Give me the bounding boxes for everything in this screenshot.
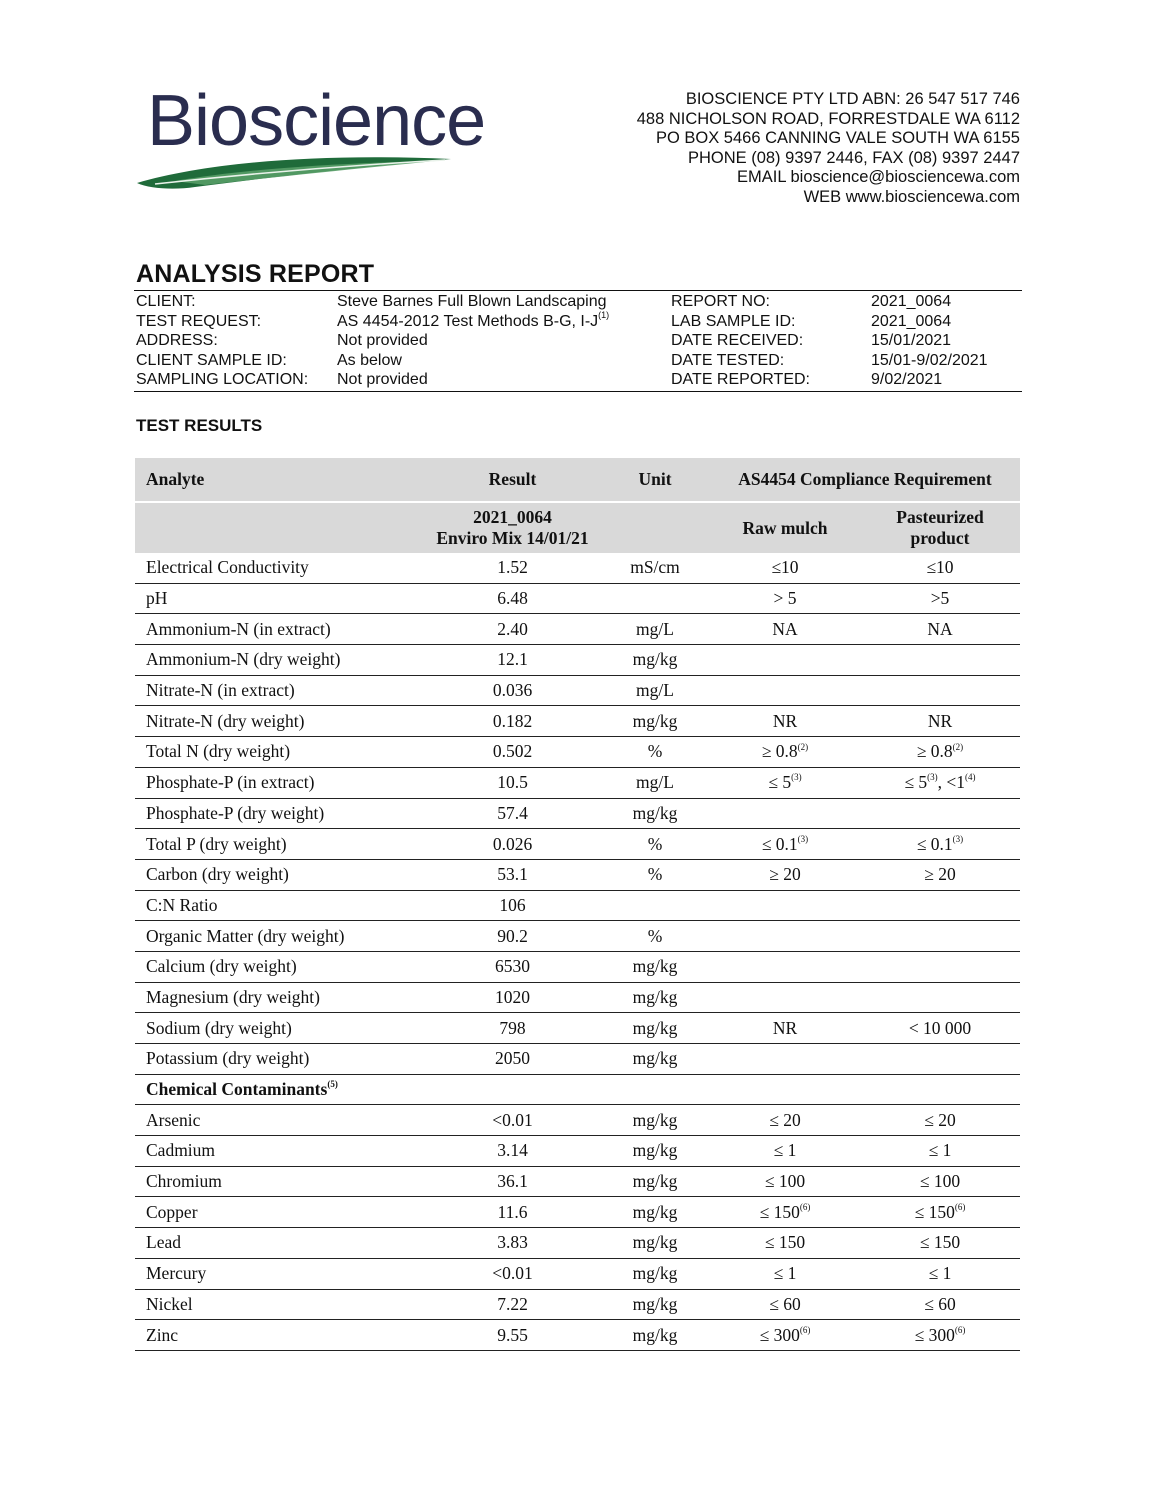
unit-cell: mg/kg (600, 1320, 710, 1351)
pasteurized-cell-value: ≥ 20 (924, 864, 956, 885)
info-value: 9/02/2021 (871, 371, 943, 389)
analyte-cell: Magnesium (dry weight) (135, 982, 425, 1013)
unit-cell: mg/L (600, 614, 710, 645)
analyte-cell: Total N (dry weight) (135, 737, 425, 768)
raw-mulch-cell-value: ≤ 150 (764, 1232, 806, 1253)
pasteurized-cell (860, 982, 1020, 1013)
result-cell: 0.026 (425, 829, 600, 860)
result-cell: 53.1 (425, 859, 600, 890)
contaminants-label: Chemical Contaminants (146, 1079, 328, 1100)
leaf-swoosh-icon (135, 145, 455, 195)
analyte-cell: Copper (135, 1197, 425, 1228)
raw-mulch-cell-value: ≤ 1 (773, 1263, 797, 1284)
raw-mulch-cell (710, 614, 860, 645)
table-header-row (135, 458, 1020, 502)
info-value: 15/01/2021 (871, 332, 952, 350)
result-cell: 10.5 (425, 767, 600, 798)
pasteurized-cell-value: ≤ 5 (904, 772, 928, 793)
info-label: REPORT NO: (671, 293, 770, 310)
raw-mulch-cell-value: NA (772, 618, 798, 639)
footnote-ref: (3) (927, 772, 938, 783)
pasteurized-cell (860, 1289, 1020, 1320)
raw-mulch-cell-value: ≤10 (771, 557, 799, 578)
info-value (337, 312, 671, 332)
company-abn-line: BIOSCIENCE PTY LTD ABN: 26 547 517 746 (685, 90, 1020, 108)
analyte-cell: Phosphate-P (dry weight) (135, 798, 425, 829)
analyte-cell: Sodium (dry weight) (135, 1013, 425, 1044)
table-row (135, 1105, 1020, 1136)
footnote-ref: (1) (598, 310, 610, 321)
analyte-cell: Nickel (135, 1289, 425, 1320)
subheader-unit-empty (600, 502, 710, 553)
unit-cell: mg/kg (600, 1136, 710, 1167)
table-row (135, 645, 1020, 676)
footnote-ref: (5) (327, 1079, 338, 1090)
result-cell: 1.52 (425, 553, 600, 583)
raw-mulch-cell (710, 767, 860, 798)
table-row (135, 614, 1020, 645)
raw-mulch-cell (710, 1228, 860, 1259)
info-label: LAB SAMPLE ID: (671, 312, 796, 330)
pasteurized-cell-value: ≤ 1 (928, 1140, 952, 1161)
table-row (135, 921, 1020, 952)
analyte-cell: Chromium (135, 1166, 425, 1197)
table-row (135, 706, 1020, 737)
info-row (136, 292, 1022, 312)
table-subheader-row (135, 502, 1020, 553)
pasteurized-cell (860, 951, 1020, 982)
raw-mulch-cell-value: ≤ 100 (764, 1171, 806, 1192)
pasteurized-cell (860, 1197, 1020, 1228)
result-cell: 0.502 (425, 737, 600, 768)
info-row (136, 370, 1022, 390)
pasteurized-cell (860, 829, 1020, 860)
table-row (135, 1228, 1020, 1259)
raw-mulch-cell (710, 1105, 860, 1136)
info-value-text: Steve Barnes Full Blown Landscaping (337, 293, 607, 310)
info-label: DATE TESTED: (671, 351, 785, 369)
raw-mulch-cell-value: > 5 (773, 588, 797, 609)
table-row (135, 767, 1020, 798)
footnote-ref: (2) (797, 741, 809, 752)
raw-mulch-cell (710, 982, 860, 1013)
header-result: Result (425, 458, 600, 502)
info-value: 2021_0064 (871, 312, 952, 330)
raw-mulch-cell (710, 890, 860, 921)
header-bottom-rule (134, 391, 1022, 392)
result-cell: 0.036 (425, 675, 600, 706)
unit-cell (600, 583, 710, 614)
result-cell: <0.01 (425, 1258, 600, 1289)
unit-cell: mS/cm (600, 553, 710, 583)
unit-cell: mg/kg (600, 1044, 710, 1075)
company-web-line: WEB www.biosciencewa.com (803, 187, 1020, 206)
result-cell: 3.14 (425, 1136, 600, 1167)
raw-mulch-cell (710, 1136, 860, 1167)
raw-mulch-cell (710, 859, 860, 890)
result-cell: 12.1 (425, 645, 600, 676)
pasteurized-cell-value: ≤ 150 (914, 1201, 955, 1222)
pasteurized-cell-value: ≤ 100 (919, 1171, 961, 1192)
table-row (135, 951, 1020, 982)
result-cell: 6.48 (425, 583, 600, 614)
result-cell: 36.1 (425, 1166, 600, 1197)
report-info-grid (136, 292, 1022, 390)
table-row (135, 890, 1020, 921)
analyte-cell: Zinc (135, 1320, 425, 1351)
info-label: ADDRESS: (136, 332, 218, 350)
unit-cell: % (600, 737, 710, 768)
analyte-cell: C:N Ratio (135, 890, 425, 921)
raw-mulch-cell-value: ≤ 5 (768, 772, 792, 793)
header-compliance: AS4454 Compliance Requirement (710, 458, 1020, 502)
pasteurized-cell-value: ≤ 150 (919, 1232, 961, 1253)
footnote-ref: (2) (952, 741, 964, 752)
unit-cell: mg/kg (600, 1105, 710, 1136)
info-value (337, 331, 671, 351)
result-cell: 2.40 (425, 614, 600, 645)
raw-mulch-cell (710, 1258, 860, 1289)
pasteurized-cell-value: ≤ 1 (928, 1263, 952, 1284)
table-row (135, 1289, 1020, 1320)
raw-mulch-cell (710, 706, 860, 737)
results-body (135, 553, 1020, 1350)
unit-cell: mg/kg (600, 1166, 710, 1197)
info-row (136, 312, 1022, 332)
raw-mulch-cell (710, 921, 860, 952)
unit-cell: mg/kg (600, 1228, 710, 1259)
test-results-heading: TEST RESULTS (136, 416, 263, 435)
unit-cell (600, 890, 710, 921)
result-cell: 57.4 (425, 798, 600, 829)
table-row (135, 737, 1020, 768)
raw-mulch-cell (710, 951, 860, 982)
pasteurized-line-2: product (910, 528, 970, 548)
pasteurized-cell (860, 645, 1020, 676)
sample-name: Enviro Mix 14/01/21 (436, 528, 589, 548)
pasteurized-cell (860, 1320, 1020, 1351)
raw-mulch-cell-value: ≥ 0.8 (761, 741, 798, 762)
header-analyte: Analyte (135, 458, 425, 502)
raw-mulch-cell (710, 645, 860, 676)
info-label: CLIENT SAMPLE ID: (136, 351, 287, 369)
info-row (136, 351, 1022, 371)
result-cell: 3.83 (425, 1228, 600, 1259)
header-top-rule (134, 290, 1022, 291)
unit-cell: mg/L (600, 767, 710, 798)
table-row (135, 1258, 1020, 1289)
header-unit: Unit (600, 458, 710, 502)
raw-mulch-cell (710, 1197, 860, 1228)
result-cell: 7.22 (425, 1289, 600, 1320)
pasteurized-cell (860, 675, 1020, 706)
raw-mulch-cell-value: ≤ 20 (769, 1109, 801, 1130)
pasteurized-cell-value: ≤10 (926, 557, 954, 578)
unit-cell: % (600, 859, 710, 890)
pasteurized-cell (860, 1105, 1020, 1136)
raw-mulch-cell-value: ≤ 300 (759, 1324, 800, 1345)
pasteurized-cell-value: ≤ 60 (924, 1293, 956, 1314)
result-cell: 6530 (425, 951, 600, 982)
company-address-line: 488 NICHOLSON ROAD, FORRESTDALE WA 6112 (636, 109, 1020, 128)
company-po-box-line: PO BOX 5466 CANNING VALE SOUTH WA 6155 (655, 129, 1020, 148)
pasteurized-cell (860, 553, 1020, 583)
table-row (135, 675, 1020, 706)
analyte-cell: Arsenic (135, 1105, 425, 1136)
subheader-raw-mulch: Raw mulch (710, 502, 860, 553)
results-table (135, 458, 1020, 1351)
result-cell: 2050 (425, 1044, 600, 1075)
raw-mulch-cell (710, 583, 860, 614)
pasteurized-cell-value: ≤ 300 (914, 1324, 955, 1345)
footnote-ref: (6) (799, 1324, 811, 1335)
result-cell: 106 (425, 890, 600, 921)
raw-mulch-cell (710, 553, 860, 583)
analyte-cell: Nitrate-N (in extract) (135, 675, 425, 706)
result-cell: 90.2 (425, 921, 600, 952)
analyte-cell: Cadmium (135, 1136, 425, 1167)
company-phone-line: PHONE (08) 9397 2446, FAX (08) 9397 2447 (687, 148, 1020, 167)
raw-mulch-cell (710, 1044, 860, 1075)
footnote-ref: (6) (799, 1201, 811, 1212)
contaminants-section-row (135, 1074, 1020, 1105)
unit-cell: mg/kg (600, 1289, 710, 1320)
raw-mulch-cell-value: ≤ 0.1 (761, 833, 798, 854)
info-label: SAMPLING LOCATION: (136, 371, 309, 389)
footnote-ref: (3) (952, 833, 964, 844)
info-label: DATE REPORTED: (671, 371, 810, 389)
pasteurized-cell (860, 1013, 1020, 1044)
result-cell: <0.01 (425, 1105, 600, 1136)
raw-mulch-cell (710, 1320, 860, 1351)
pasteurized-cell-value: < 10 000 (908, 1017, 972, 1038)
table-row (135, 859, 1020, 890)
analyte-cell: Potassium (dry weight) (135, 1044, 425, 1075)
pasteurized-cell (860, 614, 1020, 645)
table-row (135, 1136, 1020, 1167)
pasteurized-cell (860, 737, 1020, 768)
analyte-cell: Ammonium-N (in extract) (135, 614, 425, 645)
raw-mulch-cell (710, 675, 860, 706)
table-row (135, 982, 1020, 1013)
pasteurized-cell (860, 1136, 1020, 1167)
info-value-text: Not provided (337, 332, 428, 350)
pasteurized-cell-extra: , <1 (937, 772, 966, 793)
unit-cell: % (600, 829, 710, 860)
table-row (135, 1166, 1020, 1197)
analyte-cell: Phosphate-P (in extract) (135, 767, 425, 798)
analyte-cell: Mercury (135, 1258, 425, 1289)
unit-cell: mg/kg (600, 1258, 710, 1289)
info-label: TEST REQUEST: (136, 312, 262, 330)
unit-cell: mg/kg (600, 798, 710, 829)
pasteurized-cell (860, 1228, 1020, 1259)
table-row (135, 1197, 1020, 1228)
pasteurized-cell (860, 1166, 1020, 1197)
analyte-cell: Carbon (dry weight) (135, 859, 425, 890)
raw-mulch-cell-value: ≤ 60 (769, 1293, 801, 1314)
logo-wordmark: Bioscience (147, 81, 486, 161)
analyte-cell: Lead (135, 1228, 425, 1259)
pasteurized-cell (860, 798, 1020, 829)
table-row (135, 583, 1020, 614)
unit-cell: mg/kg (600, 706, 710, 737)
subheader-empty (135, 502, 425, 553)
pasteurized-cell-value: ≤ 20 (924, 1109, 956, 1130)
table-row (135, 1320, 1020, 1351)
raw-mulch-cell-value: ≤ 1 (773, 1140, 797, 1161)
info-value-text: AS 4454-2012 Test Methods B-G, I-J (337, 312, 599, 330)
footnote-ref: (4) (965, 772, 976, 783)
pasteurized-cell-value: NA (927, 618, 953, 639)
info-label: CLIENT: (136, 293, 196, 310)
company-contact-block (637, 90, 1020, 208)
pasteurized-cell (860, 583, 1020, 614)
result-cell: 11.6 (425, 1197, 600, 1228)
raw-mulch-cell (710, 1289, 860, 1320)
company-email-line: EMAIL bioscience@biosciencewa.com (736, 168, 1020, 187)
analyte-cell: Nitrate-N (dry weight) (135, 706, 425, 737)
analyte-cell: Ammonium-N (dry weight) (135, 645, 425, 676)
pasteurized-cell-value: ≤ 0.1 (916, 833, 953, 854)
table-row (135, 829, 1020, 860)
table-row (135, 798, 1020, 829)
pasteurized-line-1: Pasteurized (896, 507, 984, 527)
footnote-ref: (6) (954, 1324, 966, 1335)
info-value (337, 351, 671, 371)
footnote-ref: (3) (791, 772, 802, 783)
info-value: 15/01-9/02/2021 (871, 351, 988, 369)
raw-mulch-cell (710, 798, 860, 829)
unit-cell: mg/kg (600, 645, 710, 676)
result-cell: 0.182 (425, 706, 600, 737)
analyte-cell: Organic Matter (dry weight) (135, 921, 425, 952)
unit-cell: mg/L (600, 675, 710, 706)
result-cell: 9.55 (425, 1320, 600, 1351)
unit-cell: mg/kg (600, 951, 710, 982)
pasteurized-cell (860, 1044, 1020, 1075)
report-title: ANALYSIS REPORT (136, 260, 375, 288)
table-row (135, 1044, 1020, 1075)
info-value (337, 292, 671, 312)
unit-cell: % (600, 921, 710, 952)
raw-mulch-cell (710, 1166, 860, 1197)
pasteurized-cell (860, 1258, 1020, 1289)
analyte-cell: pH (135, 583, 425, 614)
pasteurized-cell (860, 859, 1020, 890)
footnote-ref: (3) (797, 833, 809, 844)
info-label: DATE RECEIVED: (671, 332, 804, 350)
raw-mulch-cell-value: NR (772, 710, 798, 731)
raw-mulch-cell (710, 1013, 860, 1044)
info-value: 2021_0064 (871, 293, 952, 310)
unit-cell: mg/kg (600, 1197, 710, 1228)
subheader-pasteurized (860, 502, 1020, 553)
unit-cell: mg/kg (600, 982, 710, 1013)
pasteurized-cell (860, 706, 1020, 737)
raw-mulch-cell (710, 737, 860, 768)
analyte-cell: Electrical Conductivity (135, 553, 425, 583)
pasteurized-cell-value: >5 (930, 588, 950, 609)
pasteurized-cell-value: NR (927, 710, 953, 731)
company-logo (135, 81, 486, 200)
raw-mulch-cell-value: NR (772, 1017, 798, 1038)
unit-cell: mg/kg (600, 1013, 710, 1044)
contaminants-heading (135, 1074, 1020, 1105)
table-row (135, 553, 1020, 583)
pasteurized-cell (860, 767, 1020, 798)
analyte-cell: Calcium (dry weight) (135, 951, 425, 982)
info-value-text: Not provided (337, 371, 428, 389)
raw-mulch-cell-value: ≥ 20 (769, 864, 801, 885)
pasteurized-cell-value: ≥ 0.8 (916, 741, 953, 762)
footnote-ref: (6) (954, 1201, 966, 1212)
info-row (136, 331, 1022, 351)
result-cell: 1020 (425, 982, 600, 1013)
pasteurized-cell (860, 921, 1020, 952)
raw-mulch-cell (710, 829, 860, 860)
pasteurized-cell (860, 890, 1020, 921)
info-value (337, 370, 671, 390)
subheader-sample (425, 502, 600, 553)
raw-mulch-cell-value: ≤ 150 (759, 1201, 800, 1222)
analyte-cell: Total P (dry weight) (135, 829, 425, 860)
info-value-text: As below (337, 351, 402, 369)
sample-id: 2021_0064 (473, 507, 552, 527)
table-row (135, 1013, 1020, 1044)
result-cell: 798 (425, 1013, 600, 1044)
